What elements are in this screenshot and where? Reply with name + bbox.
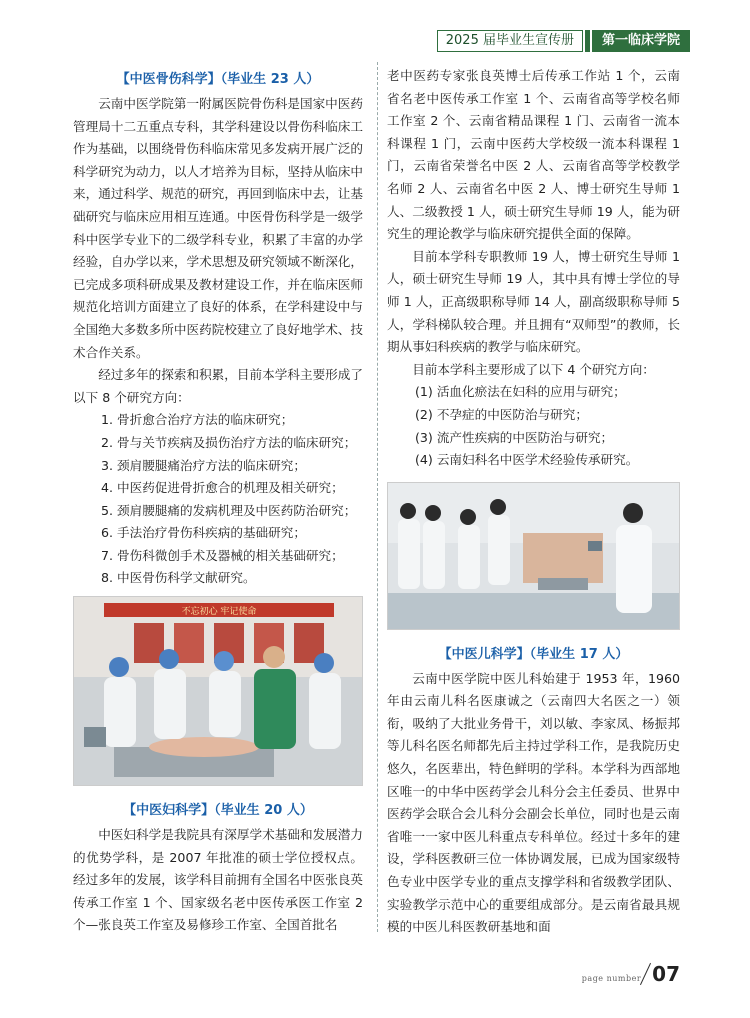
- page-number-label: page number: [581, 974, 642, 983]
- gynecology-faculty: 目前本学科专职教师 19 人，博士研究生导师 1 人，硕士研究生导师 19 人，其中具有博士学位的导师 1 人，正高级职称导师 14 人，副高级职称导师 5 人，学科梯队较合理。并且拥有“双师型”的教师，长期从事妇科疾病的教学与临床研究。: [387, 248, 680, 355]
- list-item: 7. 骨伤科微创手术及器械的相关基础研究；: [101, 547, 344, 563]
- orthopedics-intro: 云南中医学院第一附属医院骨伤科是国家中医药管理局十二五重点专科，其学科建设以骨伤科临床工作为基础，以围绕骨伤科临床常见多发病开展广泛的科学研究为动力，以人才培养为目标，坚持从临床中来，通过科学、规范的研究，再回到临床中去，让基础研究与临床应用相互连通。中医骨伤科学是一级学科中医学专业下的二级学科专业，积累了丰富的办学经验，自办学以来，学术思想及研究领域不断深化，已完成多项科研成果及教材建设工作，并在临床医师规范化培训方面建立了良好的体系，在学科建设中与全国绝大多数多所中医药院校建立了良好地学术、技术合作关系。: [73, 96, 363, 360]
- page-number: 07: [652, 962, 680, 986]
- section-title-orthopedics: 【中医骨伤科学】（毕业生 23 人）: [116, 72, 320, 87]
- gynecology-teaching-photo: [387, 482, 680, 630]
- photo-illustration: [388, 483, 680, 630]
- pediatrics-intro: 云南中医学院中医儿科始建于 1953 年，1960 年由云南儿科名医康诚之（云南四大名医之一）领衔，吸纳了大批业务骨干，刘以敏、李家凤、杨振邦等儿科名医名师都先后主持过学科工作，是我院历史悠久，名医辈出，特色鲜明的学科。本学科为西部地区唯一的中华中医药学会儿科分会主任委员、世界中医药学会联合会儿科分会副会长单位，同时也是云南省唯一一家中医儿科重点专科单位。经过十多年的建设，学科医教研三位一体协调发展，已成为国家级特色专业中医学专业的重点支撑学科和省级教学团队、实验教学示范中心的重要组成部分。是云南省最具规模的中医儿科医教研基地和面: [387, 670, 680, 935]
- section-title-gynecology: 【中医妇科学】（毕业生 20 人）: [123, 803, 313, 819]
- list-item: (3) 流产性疾病的中医防治与研究；: [415, 429, 614, 445]
- photo-banner-text: 不忘初心 牢记使命: [181, 607, 257, 618]
- brochure-title: 2025 届毕业生宣传册: [437, 30, 583, 52]
- page-header: [437, 30, 690, 52]
- college-tag: 第一临床学院: [592, 30, 690, 52]
- left-column: [73, 65, 363, 937]
- page-number-slash: [640, 963, 651, 985]
- list-item: (2) 不孕症的中医防治与研究；: [415, 406, 588, 422]
- list-item: 2. 骨与关节疾病及损伤治疗方法的临床研究；: [101, 434, 357, 450]
- list-item: 6. 手法治疗骨伤科疾病的基础研究；: [101, 525, 306, 541]
- page-number-footer: [582, 962, 680, 986]
- list-item: 4. 中医药促进骨折愈合的机理及相关研究；: [101, 480, 344, 496]
- photo-illustration: [74, 597, 363, 786]
- right-column: [387, 65, 680, 939]
- header-separator: [585, 30, 590, 52]
- orthopedics-directions-lead: 经过多年的探索和积累，目前本学科主要形成了以下 8 个研究方向：: [73, 367, 363, 405]
- list-item: 8. 中医骨伤科学文献研究。: [101, 570, 256, 586]
- section-title-pediatrics: 【中医儿科学】（毕业生 17 人）: [438, 646, 629, 662]
- list-item: (4) 云南妇科名中医学术经验传承研究。: [415, 452, 639, 468]
- gynecology-intro-continued: 老中医药专家张良英博士后传承工作站 1 个，云南省名老中医传承工作室 1 个、云南省高等学校名师工作室 2 个、云南省精品课程 1 门、云南省一流本科课程 1 门，云南中医药大学校级一流本科课程 1 门，云南省荣誉名中医 2 人、云南省高等学校教学名师 2 人、云南省名中医 2 人、博士研究生导师 1 人、二级教授 1 人，硕士研究生导师 19 人，能为研究生的理论教学与临床研究提供全面的保障。: [387, 68, 680, 242]
- list-item: 3. 颈肩腰腿痛治疗方法的临床研究；: [101, 457, 306, 473]
- list-item: (1) 活血化瘀法在妇科的应用与研究；: [415, 384, 626, 400]
- column-divider: [377, 62, 378, 932]
- orthopedics-training-photo: [73, 596, 363, 786]
- gynecology-intro: 中医妇科学是我院具有深厚学术基础和发展潜力的优势学科，是 2007 年批准的硕士学位授权点。经过多年的发展，该学科目前拥有全国名中医张良英传承工作室 1 个、国家级名老中医传承医工作室 2 个—张良英工作室及易修珍工作室、全国首批名: [73, 827, 363, 933]
- list-item: 5. 颈肩腰腿痛的发病机理及中医药防治研究；: [101, 502, 357, 518]
- gynecology-directions-lead: 目前本学科主要形成了以下 4 个研究方向：: [412, 361, 655, 377]
- orthopedics-directions-list: [73, 409, 363, 590]
- list-item: 1. 骨折愈合治疗方法的临床研究；: [101, 412, 294, 428]
- gynecology-directions-list: [387, 381, 680, 471]
